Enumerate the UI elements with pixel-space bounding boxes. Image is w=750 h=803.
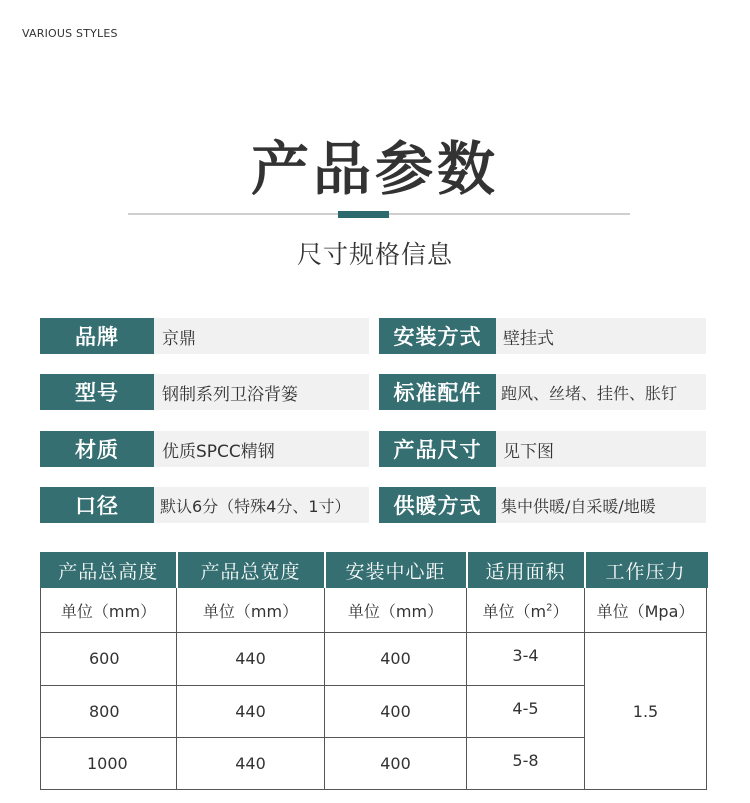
table-unit-row [41,588,707,633]
spec-label: 供暖方式 [379,487,496,523]
header-applicable-area: 适用面积 [467,553,585,588]
spec-value: 见下图 [496,431,706,467]
cell-pressure: 1.5 [585,633,707,790]
spec-label: 标准配件 [379,374,496,410]
cell-center: 400 [325,685,467,737]
spec-label: 产品尺寸 [379,431,496,467]
unit-cell: 单位（mm） [41,588,177,633]
page-title: 产品参数 [250,135,499,203]
spec-value: 京鼎 [154,318,369,354]
spec-value: 优质SPCC精钢 [154,431,369,467]
spec-model [40,374,369,410]
cell-center: 400 [325,633,467,685]
unit-cell: 单位（Mpa） [585,588,707,633]
header-center-distance: 安装中心距 [325,553,467,588]
spec-value: 默认6分（特殊4分、1寸） [154,487,369,523]
spec-label: 口径 [40,487,154,523]
unit-cell: 单位（mm） [177,588,325,633]
cell-area: 3-4 [467,633,585,685]
spec-value: 集中供暖/自采暖/地暖 [496,487,706,523]
cell-width: 440 [177,633,325,685]
cell-width: 440 [177,737,325,789]
header-total-width: 产品总宽度 [177,553,325,588]
spec-brand [40,318,369,354]
page-subtitle: 尺寸规格信息 [296,240,453,269]
cell-height: 800 [41,685,177,737]
spec-accessories [379,374,706,410]
parameter-table [40,552,708,790]
spec-material [40,431,369,467]
title-divider-accent [338,211,389,218]
spec-product-size [379,431,706,467]
table-row [41,633,707,685]
spec-label: 安装方式 [379,318,496,354]
spec-heating-method [379,487,706,523]
spec-value: 跑风、丝堵、挂件、胀钉 [496,374,706,410]
brand-tag: VARIOUS STYLES [22,27,118,40]
header-total-height: 产品总高度 [41,553,177,588]
cell-area: 5-8 [467,737,585,789]
cell-center: 400 [325,737,467,789]
unit-cell: 单位（mm） [325,588,467,633]
spec-value: 壁挂式 [496,318,706,354]
spec-value: 钢制系列卫浴背篓 [154,374,369,410]
unit-cell-area [467,588,585,633]
unit-close: ） [552,601,569,621]
spec-label: 品牌 [40,318,154,354]
cell-height: 1000 [41,737,177,789]
cell-height: 600 [41,633,177,685]
spec-caliber [40,487,369,523]
cell-width: 440 [177,685,325,737]
cell-area: 4-5 [467,685,585,737]
spec-label: 型号 [40,374,154,410]
header-working-pressure: 工作压力 [585,553,707,588]
unit-superscript: 2 [546,602,553,614]
table-header-row [41,553,707,588]
unit-text: 单位（m [482,601,547,621]
spec-install-method [379,318,706,354]
spec-label: 材质 [40,431,154,467]
